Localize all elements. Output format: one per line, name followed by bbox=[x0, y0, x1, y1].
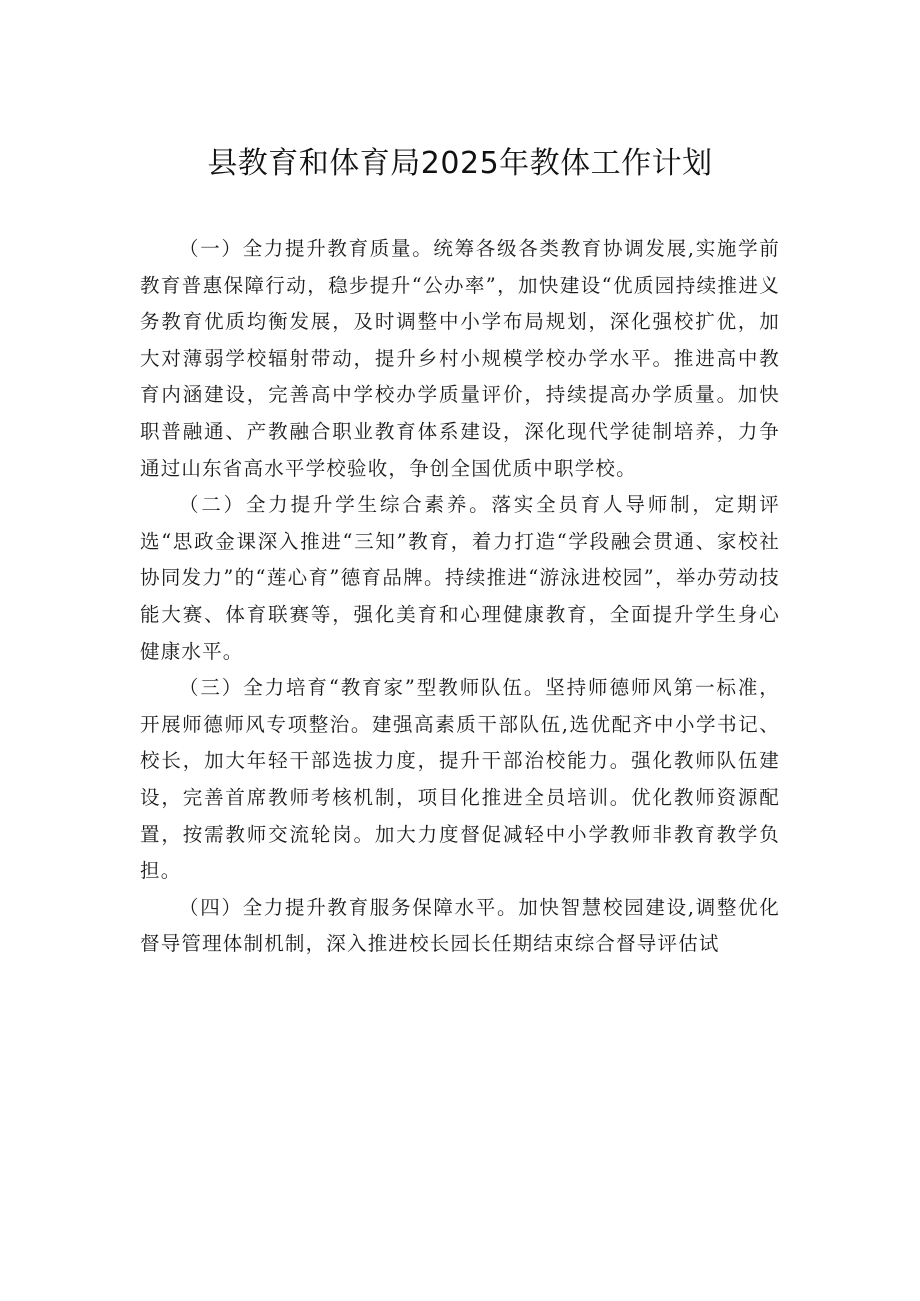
document-title: 县教育和体育局2025年教体工作计划 bbox=[207, 146, 713, 181]
paragraph-4: （四）全力提升教育服务保障水平。加快智慧校园建设,调整优化督导管理体制机制，深入推进校长园长任期结束综合督导评估试 bbox=[140, 895, 780, 956]
document-body bbox=[140, 231, 780, 963]
paragraph-2: （二）全力提升学生综合素养。落实全员育人导师制，定期评选“思政金课深入推进“三知”教育，着力打造“学段融会贯通、家校社协同发力”的“莲心育”德育品牌。持续推进“游泳进校园”，举办劳动技能大赛、体育联赛等，强化美育和心理健康教育，全面提升学生身心健康水平。 bbox=[140, 493, 780, 663]
paragraph-1: （一）全力提升教育质量。统筹各级各类教育协调发展,实施学前教育普惠保障行动，稳步提升“公办率”，加快建设“优质园持续推进义务教育优质均衡发展，及时调整中小学布局规划，深化强校扩优，加大对薄弱学校辐射带动，提升乡村小规模学校办学水平。推进高中教育内涵建设，完善高中学校办学质量评价，持续提高办学质量。加快职普融通、产教融合职业教育体系建设，深化现代学徒制培养，力争通过山东省高水平学校验收，争创全国优质中职学校。 bbox=[140, 237, 780, 480]
paragraph-3: （三）全力培育“教育家”型教师队伍。坚持师德师风第一标准，开展师德师风专项整治。建强高素质干部队伍,选优配齐中小学书记、校长，加大年轻干部选拔力度，提升干部治校能力。强化教师队伍建设，完善首席教师考核机制，项目化推进全员培训。优化教师资源配置，按需教师交流轮岗。加大力度督促减轻中小学教师非教育教学负担。 bbox=[140, 676, 780, 883]
